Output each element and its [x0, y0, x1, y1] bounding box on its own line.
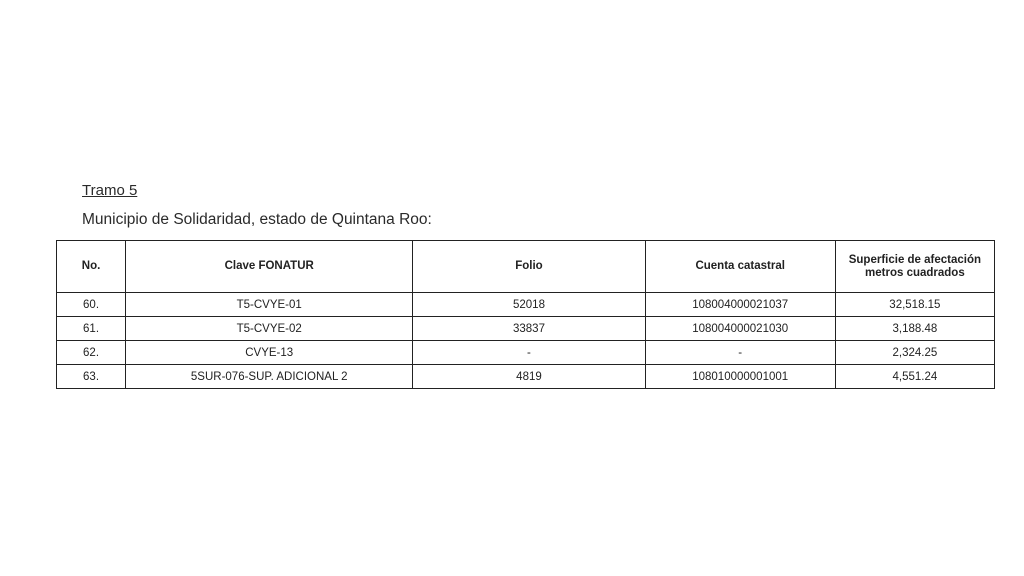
cell-superficie: 3,188.48	[835, 317, 994, 341]
cell-clave: T5-CVYE-01	[126, 293, 413, 317]
parcel-table	[56, 240, 995, 389]
header-no: No.	[57, 241, 126, 293]
cell-superficie: 32,518.15	[835, 293, 994, 317]
table-row	[57, 365, 995, 389]
municipality-heading: Municipio de Solidaridad, estado de Quintana Roo:	[82, 211, 432, 228]
cell-superficie: 2,324.25	[835, 341, 994, 365]
table-row	[57, 341, 995, 365]
cell-cuenta: 108004000021037	[645, 293, 835, 317]
table-header-row	[57, 241, 995, 293]
header-superficie: Superficie de afectación metros cuadrados	[835, 241, 994, 293]
cell-no: 60.	[57, 293, 126, 317]
cell-cuenta: 108010000001001	[645, 365, 835, 389]
cell-folio: 52018	[413, 293, 645, 317]
cell-superficie: 4,551.24	[835, 365, 994, 389]
header-folio: Folio	[413, 241, 645, 293]
cell-clave: T5-CVYE-02	[126, 317, 413, 341]
cell-no: 61.	[57, 317, 126, 341]
cell-cuenta: 108004000021030	[645, 317, 835, 341]
cell-no: 62.	[57, 341, 126, 365]
cell-folio: -	[413, 341, 645, 365]
cell-no: 63.	[57, 365, 126, 389]
cell-clave: 5SUR-076-SUP. ADICIONAL 2	[126, 365, 413, 389]
section-title: Tramo 5	[82, 182, 138, 199]
table-row	[57, 293, 995, 317]
cell-folio: 33837	[413, 317, 645, 341]
header-clave-fonatur: Clave FONATUR	[126, 241, 413, 293]
cell-folio: 4819	[413, 365, 645, 389]
cell-cuenta: -	[645, 341, 835, 365]
cell-clave: CVYE-13	[126, 341, 413, 365]
table-row	[57, 317, 995, 341]
header-cuenta-catastral: Cuenta catastral	[645, 241, 835, 293]
